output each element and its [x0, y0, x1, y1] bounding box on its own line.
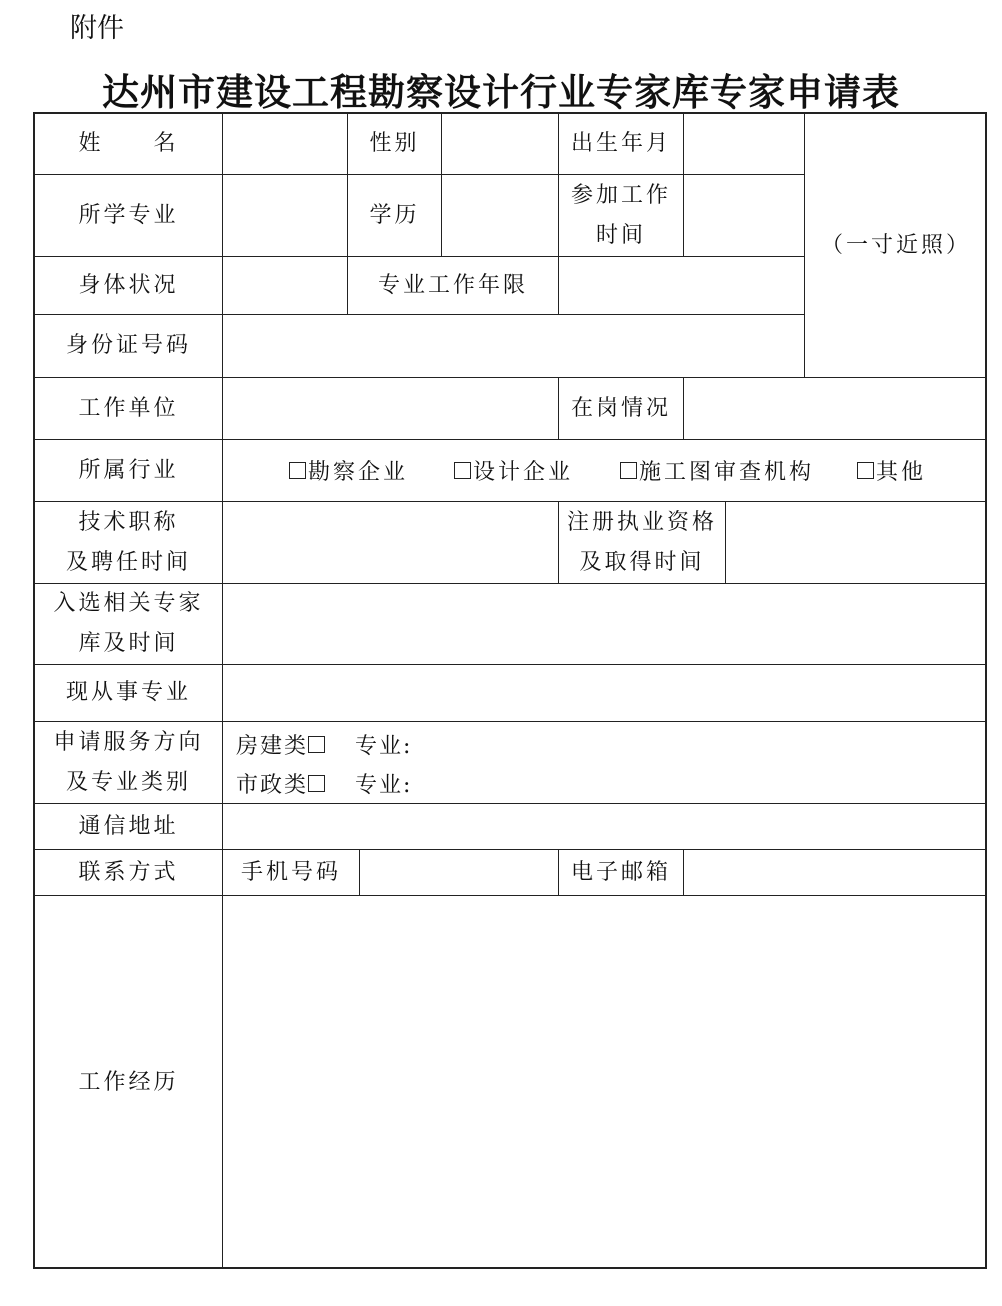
registration-label	[559, 502, 725, 583]
attachment-label: 附件	[70, 13, 124, 44]
tech-title-label	[35, 502, 222, 583]
registration-label-line1: 注册执业资格	[566, 509, 717, 535]
tech-title-field[interactable]	[223, 502, 558, 583]
industry-option-label: 勘察企业	[308, 460, 409, 485]
email-label: 电子邮箱	[570, 859, 671, 885]
address-label: 通信地址	[78, 813, 179, 839]
health-field[interactable]	[223, 257, 347, 314]
work-start-label-line1: 参加工作	[570, 182, 671, 208]
work-experience-field[interactable]	[223, 896, 987, 1269]
selected-library-field[interactable]	[223, 584, 987, 664]
checkbox-icon[interactable]	[308, 736, 325, 753]
selected-library-label-line1: 入选相关专家	[53, 591, 204, 616]
service-direction-label-line2: 及专业类别	[65, 769, 191, 795]
employer-field[interactable]	[223, 378, 558, 439]
selected-library-label-line2: 库及时间	[78, 631, 179, 656]
work-years-field[interactable]	[559, 257, 804, 314]
health-label: 身体状况	[78, 272, 179, 298]
work-start-field[interactable]	[684, 175, 804, 256]
education-label: 学历	[369, 202, 420, 228]
work-years-label: 专业工作年限	[377, 272, 528, 298]
work-experience-label: 工作经历	[78, 1069, 179, 1095]
major-field[interactable]	[223, 175, 347, 256]
mobile-label: 手机号码	[240, 859, 341, 885]
service-building-option[interactable]	[236, 724, 412, 764]
work-start-label	[559, 175, 683, 256]
current-major-label: 现从事专业	[65, 680, 191, 705]
service-building-label: 房建类	[236, 733, 309, 759]
job-status-field[interactable]	[684, 378, 987, 439]
email-field[interactable]	[684, 850, 987, 895]
address-field[interactable]	[223, 804, 987, 849]
industry-option-label: 设计企业	[473, 460, 574, 485]
photo-placeholder[interactable]: （一寸近照）	[820, 232, 971, 258]
checkbox-icon[interactable]	[289, 462, 306, 479]
specialty-label: 专业:	[355, 772, 413, 798]
service-direction-label	[35, 722, 222, 803]
industry-option-other[interactable]	[857, 440, 926, 501]
service-municipal-label: 市政类	[236, 772, 309, 798]
service-municipal-option[interactable]	[236, 763, 412, 803]
mobile-field[interactable]	[360, 850, 558, 895]
birth-field[interactable]	[684, 114, 804, 174]
employer-label: 工作单位	[78, 395, 179, 421]
registration-label-line2: 及取得时间	[579, 549, 705, 575]
education-field[interactable]	[442, 175, 558, 256]
form-title: 达州市建设工程勘察设计行业专家库专家申请表	[102, 70, 900, 114]
gender-label: 性别	[369, 131, 420, 156]
id-number-field[interactable]	[223, 315, 804, 377]
current-major-field[interactable]	[223, 665, 987, 721]
contact-label: 联系方式	[78, 859, 179, 885]
major-label: 所学专业	[78, 202, 179, 228]
industry-option-design[interactable]	[454, 440, 573, 501]
service-direction-label-line1: 申请服务方向	[53, 729, 204, 755]
birth-label: 出生年月	[570, 131, 671, 156]
industry-option-label: 其他	[876, 460, 927, 485]
checkbox-icon[interactable]	[308, 775, 325, 792]
tech-title-label-line1: 技术职称	[78, 509, 179, 535]
checkbox-icon[interactable]	[454, 462, 471, 479]
job-status-label: 在岗情况	[570, 395, 671, 421]
tech-title-label-line2: 及聘任时间	[65, 549, 191, 575]
registration-field[interactable]	[726, 502, 987, 583]
name-field[interactable]	[223, 114, 347, 174]
industry-label: 所属行业	[78, 457, 179, 483]
industry-option-label: 施工图审查机构	[639, 460, 815, 485]
checkbox-icon[interactable]	[857, 462, 874, 479]
selected-library-label	[35, 584, 222, 664]
specialty-label: 专业:	[355, 733, 413, 759]
industry-option-review[interactable]	[620, 440, 814, 501]
id-number-label: 身份证号码	[65, 333, 191, 358]
application-form-table	[33, 112, 987, 1269]
industry-option-survey[interactable]	[289, 440, 408, 501]
name-label: 姓 名	[78, 131, 179, 156]
work-start-label-line2: 时间	[595, 222, 646, 248]
checkbox-icon[interactable]	[620, 462, 637, 479]
gender-field[interactable]	[442, 114, 558, 174]
